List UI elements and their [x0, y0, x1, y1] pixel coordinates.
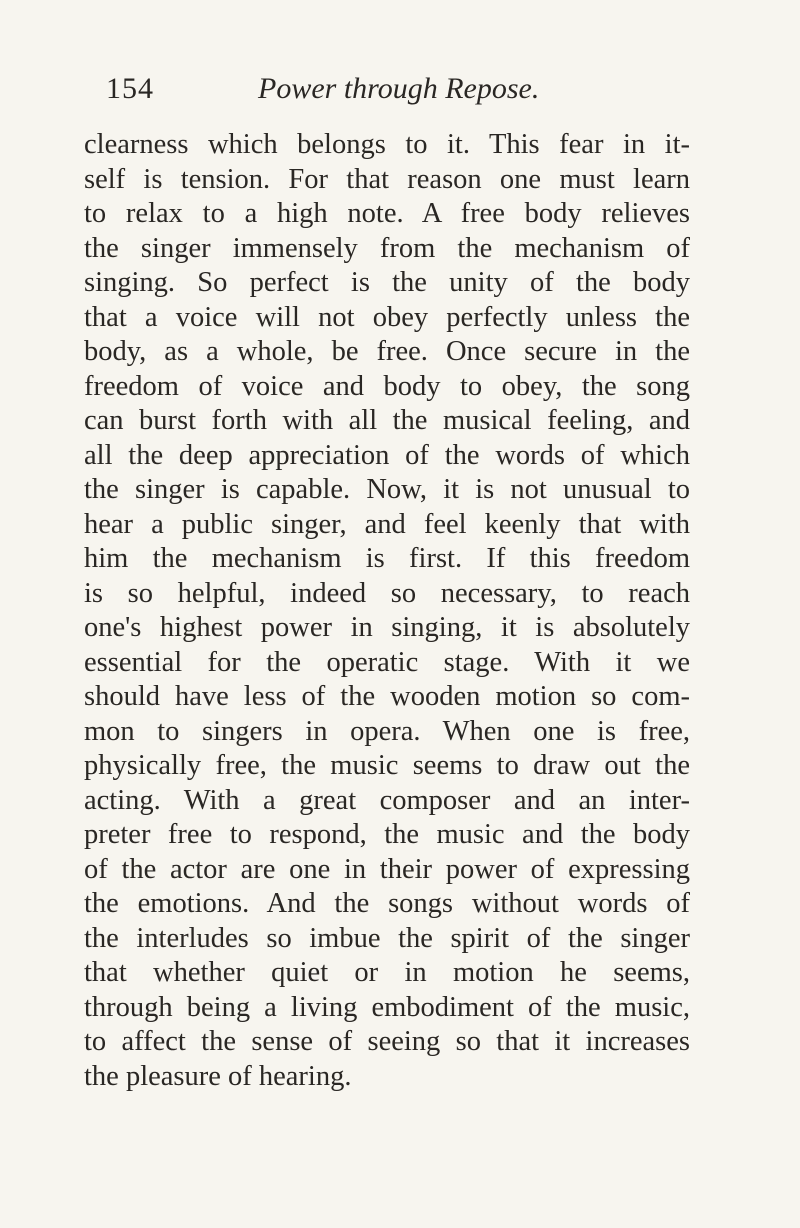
- text-line: preter free to respond, the music and the body: [84, 819, 690, 850]
- page-number: 154: [106, 72, 154, 105]
- text-line: the singer immensely from the mechanism of: [84, 232, 690, 264]
- text-line: freedom of voice and body to obey, the song: [84, 370, 690, 402]
- text-line: the emotions. And the songs without words of: [84, 888, 690, 919]
- text-line: is so helpful, indeed so necessary, to reach: [84, 577, 690, 609]
- text-line: him the mechanism is first. If this freedom: [84, 543, 690, 574]
- text-line: should have less of the wooden motion so com-: [84, 681, 690, 712]
- text-line-last: the pleasure of hearing.: [84, 1060, 352, 1092]
- body-text: [84, 128, 690, 1094]
- text-line: the singer is capable. Now, it is not unusual to: [84, 474, 690, 505]
- running-head: [106, 72, 686, 112]
- text-line: singing. So perfect is the unity of the body: [84, 267, 690, 298]
- text-line: hear a public singer, and feel keenly that with: [84, 508, 690, 540]
- text-line: essential for the operatic stage. With it we: [84, 646, 690, 678]
- text-line: to relax to a high note. A free body relieves: [84, 198, 690, 229]
- text-line: the interludes so imbue the spirit of the singer: [84, 922, 690, 954]
- text-line: of the actor are one in their power of expressing: [84, 853, 690, 885]
- text-line: that a voice will not obey perfectly unless the: [84, 301, 690, 333]
- text-line: that whether quiet or in motion he seems,: [84, 957, 690, 988]
- text-line: all the deep appreciation of the words of which: [84, 439, 690, 471]
- text-line: acting. With a great composer and an inter-: [84, 784, 690, 816]
- text-line: mon to singers in opera. When one is free,: [84, 715, 690, 747]
- running-title: Power through Repose.: [258, 72, 540, 105]
- text-line: self is tension. For that reason one must learn: [84, 163, 690, 195]
- text-line: body, as a whole, be free. Once secure in the: [84, 336, 690, 367]
- text-line: through being a living embodiment of the music,: [84, 991, 690, 1023]
- text-line: physically free, the music seems to draw out the: [84, 750, 690, 781]
- text-line: one's highest power in singing, it is absolutely: [84, 612, 690, 643]
- text-line: clearness which belongs to it. This fear in it-: [84, 129, 690, 160]
- text-line: to affect the sense of seeing so that it increases: [84, 1026, 690, 1057]
- text-line: can burst forth with all the musical feeling, and: [84, 405, 690, 436]
